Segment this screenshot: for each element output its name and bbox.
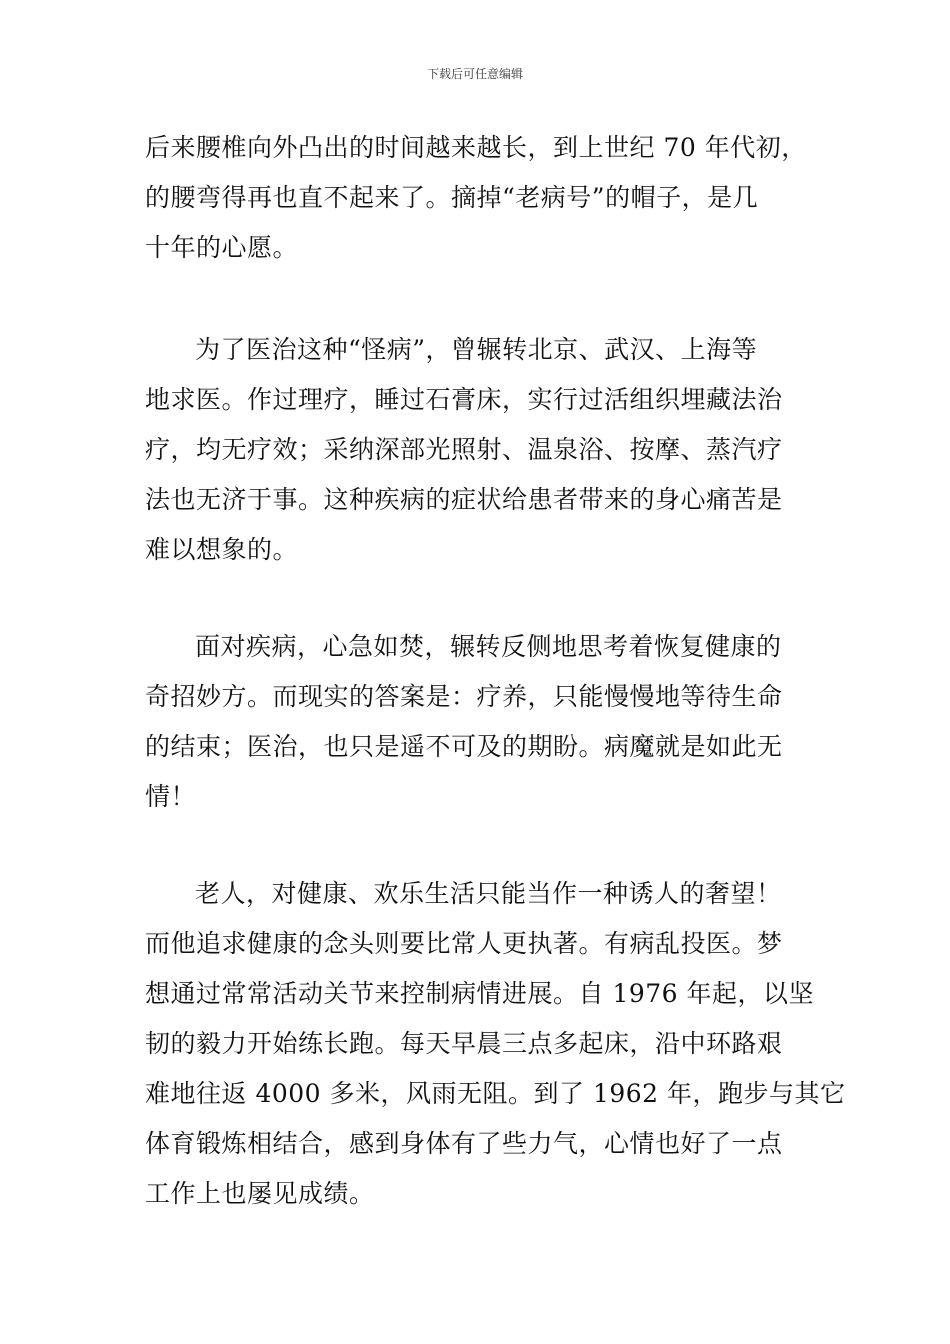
page-header-note: 下载后可任意编辑 <box>426 67 523 81</box>
paragraph-line: 十年的心愿。 <box>145 233 299 262</box>
paragraph-line: 为了医治这种“怪病”，曾辗转北京、武汉、上海等 <box>195 335 758 364</box>
paragraph-line: 工作上也屡见成绩。 <box>145 1179 375 1208</box>
paragraph-line: 地求医。作过理疗，睡过石膏床，实行过活组织埋藏法治 <box>145 385 783 414</box>
paragraph-line: 的腰弯得再也直不起来了。摘掉“老病号”的帽子，是几 <box>145 183 759 212</box>
paragraph-line: 难地往返 4000 多米，风雨无阻。到了 1962 年，跑步与其它 <box>145 1079 846 1108</box>
paragraph-line: 韧的毅力开始练长跑。每天早晨三点多起床，沿中环路艰 <box>145 1029 783 1058</box>
paragraph-line: 情！ <box>145 782 197 811</box>
paragraph-line: 奇招妙方。而现实的答案是：疗养，只能慢慢地等待生命 <box>145 682 783 711</box>
paragraph-line: 的结束；医治，也只是遥不可及的期盼。病魔就是如此无 <box>145 732 783 761</box>
paragraph-line: 法也无济于事。这种疾病的症状给患者带来的身心痛苦是 <box>145 485 783 514</box>
paragraph-line: 面对疾病，心急如焚，辗转反侧地思考着恢复健康的 <box>195 632 782 661</box>
paragraph-line: 难以想象的。 <box>145 535 299 564</box>
paragraph-line: 老人，对健康、欢乐生活只能当作一种诱人的奢望！ <box>195 879 782 908</box>
paragraph-line: 体育锻炼相结合，感到身体有了些力气，心情也好了一点 <box>145 1129 783 1158</box>
paragraph-line: 而他追求健康的念头则要比常人更执著。有病乱投医。梦 <box>145 929 783 958</box>
paragraph-line: 想通过常常活动关节来控制病情进展。自 1976 年起，以坚 <box>145 979 815 1008</box>
paragraph-line: 疗，均无疗效；采纳深部光照射、温泉浴、按摩、蒸汽疗 <box>145 435 783 464</box>
paragraph-line: 后来腰椎向外凸出的时间越来越长，到上世纪 70 年代初， <box>145 133 807 162</box>
